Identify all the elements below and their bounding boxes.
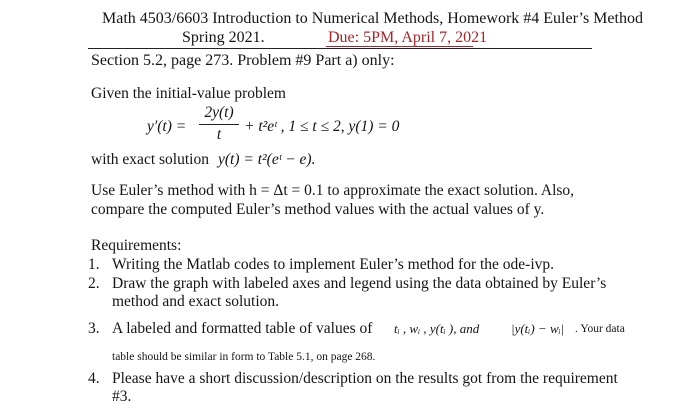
ode-rest: + t²eᵗ , 1 ≤ t ≤ 2, y(1) = 0 [244,118,400,135]
section-line: Section 5.2, page 273. Problem #9 Part a) only: [91,52,395,69]
item-number: 2. [88,275,100,292]
item-number: 3. [88,320,100,337]
item-text-continued: table should be similar in form to Table 5.1, on page 268. [112,351,376,363]
item-text-continued: method and exact solution. [112,293,280,310]
item-text: Draw the graph with labeled axes and legend using the data obtained by Euler’s [112,275,607,292]
due-underline [326,46,473,47]
item-text-tail: . Your data [575,323,625,335]
item-number: 1. [88,256,100,273]
ode-lhs: y′(t) = [147,118,187,135]
item-text: Writing the Matlab codes to implement Euler’s method for the ode-ivp. [112,256,555,273]
item-math-values: tᵢ , wᵢ , y(tᵢ ), and [394,321,480,336]
fraction-bar [199,124,239,125]
euler-line-1: Use Euler’s method with h = Δt = 0.1 to approximate the exact solution. Also, [91,182,575,199]
problem-intro: Given the initial-value problem [91,85,286,102]
item-text: Please have a short discussion/description on the results got from the requirement [112,370,618,387]
item-math-error: |y(tᵢ) − wᵢ| [511,321,565,336]
ode-denominator: t [216,126,222,143]
due-date: Due: 5PM, April 7, 2021 [328,29,488,46]
course-title: Math 4503/6603 Introduction to Numerical Methods, Homework #4 Euler’s Method [102,10,643,27]
requirements-heading: Requirements: [91,237,182,254]
exact-formula: y(t) = t²(eᵗ − e). [218,151,316,168]
item-number: 4. [88,370,100,387]
term: Spring 2021. [182,29,265,46]
item-text-continued: #3. [112,388,132,405]
exact-prefix: with exact solution [91,151,209,168]
ode-numerator: 2y(t) [204,104,234,121]
header-rule [88,48,592,49]
item-text: A labeled and formatted table of values of [112,320,373,337]
euler-line-2: compare the computed Euler’s method values with the actual values of y. [91,201,545,218]
